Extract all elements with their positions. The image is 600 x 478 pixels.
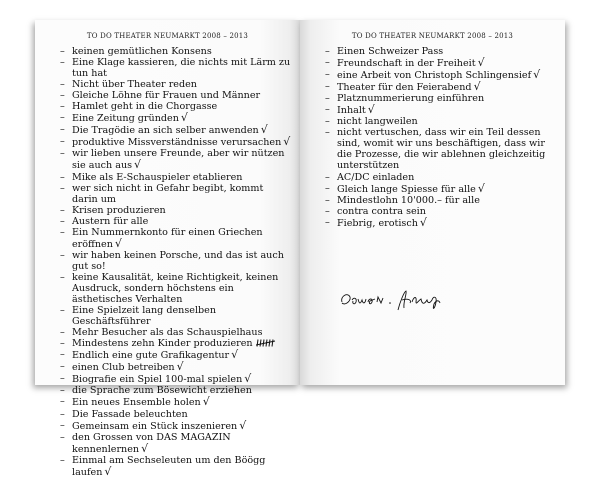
left-page	[35, 20, 300, 478]
todo-item-text: Ein Nummernkonto für einen Griechen eröffnen	[72, 226, 263, 250]
right-page	[300, 20, 565, 385]
todo-item	[60, 57, 292, 79]
checkmark-icon: √	[477, 181, 485, 195]
checkmark-icon: √	[283, 135, 291, 149]
todo-item	[60, 148, 292, 171]
todo-item-text: Endlich eine gute Grafikagentur	[72, 350, 230, 362]
tally-stroke	[272, 340, 273, 347]
todo-item-text: keinen gemütlichen Konsens	[72, 46, 212, 57]
todo-item-text: Fiebrig, erotisch	[337, 217, 418, 229]
todo-item	[325, 57, 557, 69]
todo-item	[60, 79, 292, 90]
todo-item-text: Eine Klage kassieren, die nichts mit Lärm zu tun hat	[72, 57, 291, 80]
open-booklet	[35, 20, 565, 478]
todo-item	[60, 455, 292, 478]
todo-item	[60, 112, 292, 124]
todo-item-text: Einmal am Sechseleuten um den Böögg laufen	[72, 454, 266, 478]
checkmark-icon: √	[202, 395, 210, 409]
todo-item-text: wir haben keinen Porsche, und das ist auch gut so!	[72, 249, 284, 272]
todo-item	[60, 205, 292, 216]
tally-stroke	[257, 340, 258, 347]
todo-item	[325, 172, 557, 183]
dash-bullet: –	[60, 182, 65, 194]
dash-bullet: –	[60, 454, 65, 466]
checkmark-icon: √	[367, 103, 375, 117]
todo-item-text: Theater für den Feierabend	[337, 82, 472, 94]
todo-item-text: einen Club betreiben	[72, 362, 175, 374]
dash-bullet: –	[60, 271, 65, 283]
tally-marks-icon	[256, 339, 276, 347]
dash-bullet: –	[325, 81, 330, 93]
dash-bullet: –	[60, 419, 65, 431]
dash-bullet: –	[60, 373, 65, 385]
checkmark-icon: √	[134, 158, 142, 172]
todo-item	[60, 172, 292, 183]
dash-bullet: –	[325, 127, 330, 139]
dash-bullet: –	[325, 93, 330, 105]
left-page-header: TO DO THEATER NEUMARKT 2008 – 2013	[86, 32, 249, 40]
todo-item-text: Gleiche Löhne für Frauen und Männer	[72, 90, 261, 102]
todo-item	[60, 136, 292, 148]
todo-item	[325, 104, 557, 116]
dash-bullet: –	[325, 116, 330, 128]
todo-item	[60, 409, 292, 420]
todo-item-text: Einen Schweizer Pass	[337, 46, 444, 57]
checkmark-icon: √	[477, 56, 485, 70]
dash-bullet: –	[325, 104, 330, 116]
todo-item	[325, 217, 557, 229]
todo-item-text: Inhalt	[337, 105, 366, 117]
todo-item-text: Gleich lange Spiesse für alle	[337, 183, 476, 195]
todo-item-text: keine Kausalität, keine Richtigkeit, keinen Ausdruck, sondern höchstens ein ästhetisches Verhalten	[72, 271, 279, 306]
dash-bullet: –	[325, 46, 330, 57]
left-todo-list	[60, 46, 292, 478]
todo-item	[60, 90, 292, 101]
dash-bullet: –	[60, 305, 65, 317]
dash-bullet: –	[60, 361, 65, 373]
dash-bullet: –	[60, 90, 65, 102]
checkmark-icon: √	[231, 348, 239, 362]
checkmark-icon: √	[176, 360, 184, 374]
dash-bullet: –	[60, 226, 65, 238]
right-todo-list	[325, 46, 557, 229]
todo-item-text: die Sprache zum Bösewicht erziehen	[72, 385, 252, 397]
dash-bullet: –	[60, 148, 65, 160]
dash-bullet: –	[60, 171, 65, 183]
right-page-header: TO DO THEATER NEUMARKT 2008 – 2013	[351, 32, 514, 40]
checkmark-icon: √	[419, 215, 427, 229]
todo-item	[325, 195, 557, 206]
todo-item	[60, 432, 292, 455]
dash-bullet: –	[325, 69, 330, 81]
checkmark-icon: √	[141, 441, 149, 455]
todo-item-text: wer sich nicht in Gefahr begibt, kommt darin um	[72, 182, 264, 205]
todo-item	[60, 373, 292, 385]
todo-item-text: Eine Zeitung gründen	[72, 113, 179, 125]
checkmark-icon: √	[239, 418, 247, 432]
dash-bullet: –	[325, 171, 330, 183]
todo-item-text: Die Fassade beleuchten	[72, 408, 188, 420]
dash-bullet: –	[60, 136, 65, 148]
todo-item	[325, 69, 557, 81]
checkmark-icon: √	[180, 111, 188, 125]
todo-item	[325, 127, 557, 171]
dash-bullet: –	[60, 249, 65, 261]
todo-item	[60, 327, 292, 338]
handwritten-signatures	[338, 288, 458, 314]
dash-bullet: –	[60, 408, 65, 420]
dash-bullet: –	[60, 79, 65, 91]
todo-item-text: Biografie ein Spiel 100-mal spielen	[72, 374, 243, 386]
tally-stroke	[260, 340, 261, 347]
dash-bullet: –	[60, 431, 65, 443]
todo-item-text: produktive Missverständnisse verursachen	[72, 137, 282, 149]
todo-item-text: Krisen produzieren	[72, 204, 166, 216]
todo-item	[60, 385, 292, 396]
todo-item	[60, 101, 292, 112]
dash-bullet: –	[325, 57, 330, 69]
todo-item-text: Platznummerierung einführen	[337, 93, 485, 105]
dash-bullet: –	[325, 182, 330, 194]
todo-item	[325, 183, 557, 195]
dash-bullet: –	[60, 215, 65, 227]
dash-bullet: –	[60, 338, 65, 350]
todo-item-text: contra contra sein	[337, 205, 426, 217]
todo-item	[60, 272, 292, 305]
dash-bullet: –	[60, 385, 65, 397]
todo-item-text: Freundschaft in der Freiheit	[337, 58, 476, 70]
todo-item-text: wir lieben unsere Freunde, aber wir nützen sie auch aus	[72, 148, 285, 172]
todo-item	[60, 183, 292, 205]
dash-bullet: –	[325, 216, 330, 228]
todo-item	[60, 216, 292, 227]
todo-item	[60, 124, 292, 136]
todo-item-text: Ein neues Ensemble holen	[72, 397, 201, 409]
dash-bullet: –	[60, 46, 65, 57]
todo-item-text: Mehr Besucher als das Schauspielhaus	[72, 327, 263, 339]
todo-item	[60, 420, 292, 432]
todo-item	[60, 361, 292, 373]
todo-item	[60, 227, 292, 250]
todo-item-text: Austern für alle	[72, 215, 149, 227]
dash-bullet: –	[325, 194, 330, 206]
todo-item	[60, 46, 292, 57]
todo-item-text: Gemeinsam ein Stück inszenieren	[72, 420, 238, 432]
todo-item-text: Die Tragödie an sich selber anwenden	[72, 125, 259, 137]
checkmark-icon: √	[114, 236, 122, 250]
dash-bullet: –	[60, 112, 65, 124]
todo-item-text: den Grossen von DAS MAGAZIN kennenlernen	[72, 431, 231, 455]
todo-item	[60, 349, 292, 361]
todo-item	[325, 46, 557, 57]
dash-bullet: –	[60, 101, 65, 113]
dash-bullet: –	[325, 205, 330, 217]
checkmark-icon: √	[260, 123, 268, 137]
dash-bullet: –	[60, 124, 65, 136]
dash-bullet: –	[60, 327, 65, 339]
todo-item	[60, 338, 292, 349]
checkmark-icon: √	[104, 464, 112, 478]
checkmark-icon: √	[533, 68, 541, 82]
todo-item	[325, 206, 557, 217]
todo-item-text: Mike als E-Schauspieler etablieren	[72, 171, 243, 183]
dash-bullet: –	[60, 396, 65, 408]
todo-item-text: Mindestlohn 10'000.– für alle	[337, 194, 480, 206]
todo-item	[325, 93, 557, 104]
todo-item	[60, 396, 292, 408]
todo-item-text: AC/DC einladen	[337, 171, 415, 183]
checkmark-icon: √	[473, 80, 481, 94]
todo-item-text: Mindestens zehn Kinder produzieren	[72, 338, 253, 350]
todo-item-text: Nicht über Theater reden	[72, 79, 197, 91]
todo-item	[325, 116, 557, 127]
tally-stroke	[269, 340, 270, 347]
checkmark-icon: √	[244, 372, 252, 386]
todo-item	[60, 250, 292, 272]
dash-bullet: –	[60, 204, 65, 216]
todo-item-text: nicht vertuschen, dass wir ein Teil dessen sind, womit wir uns beschäftigen, dass wir die Prozesse, die wir ablehnen gleichzeitig unterstützen	[337, 127, 546, 172]
dash-bullet: –	[60, 349, 65, 361]
todo-item-text: Eine Spielzeit lang denselben Geschäftsführer	[72, 305, 217, 328]
dash-bullet: –	[60, 57, 65, 69]
todo-item-text: eine Arbeit von Christoph Schlingensief	[337, 70, 532, 82]
todo-item-text: nicht langweilen	[337, 116, 418, 128]
todo-item	[60, 305, 292, 327]
todo-item	[325, 81, 557, 93]
todo-item-text: Hamlet geht in die Chorgasse	[72, 101, 218, 113]
